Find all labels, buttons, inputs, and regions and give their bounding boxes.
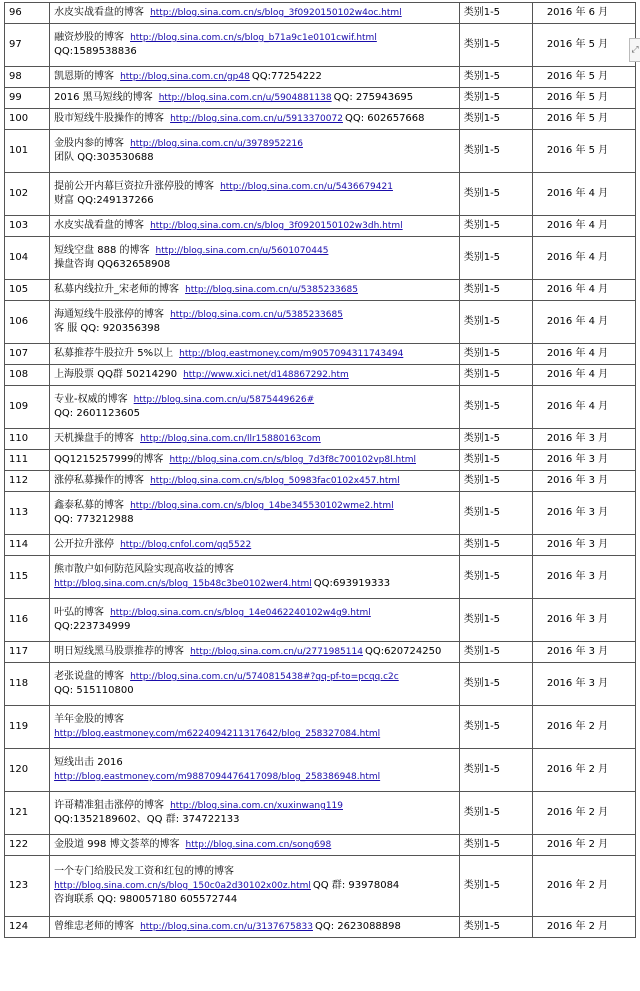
- blog-title: 羊年金股的博客: [54, 714, 125, 725]
- description-line: [54, 45, 455, 59]
- row-category: 类别1-5: [459, 492, 532, 535]
- blog-title: QQ:1589538836: [54, 46, 137, 57]
- row-description: [50, 706, 460, 749]
- description-line: [54, 838, 455, 852]
- table-row: [5, 280, 636, 301]
- description-line: [54, 538, 455, 552]
- row-category: 类别1-5: [459, 88, 532, 109]
- description-line: [54, 180, 455, 194]
- blog-title: 团队 QQ:303530688: [54, 152, 154, 163]
- blog-title: 金股道 998 博文荟萃的博客: [54, 839, 180, 850]
- table-row: [5, 386, 636, 429]
- row-category: 类别1-5: [459, 67, 532, 88]
- row-date: 2016 年 3 月: [532, 429, 635, 450]
- row-description: [50, 24, 460, 67]
- table-row: [5, 344, 636, 365]
- blog-title: 鑫泰私募的博客: [54, 500, 125, 511]
- row-category: 类别1-5: [459, 173, 532, 216]
- row-number: 101: [5, 130, 50, 173]
- row-description: [50, 642, 460, 663]
- table-row: [5, 237, 636, 280]
- row-description: [50, 917, 460, 938]
- row-date: 2016 年 4 月: [532, 237, 635, 280]
- blog-link[interactable]: http://blog.sina.com.cn/u/3137675833: [140, 922, 313, 932]
- row-number: 120: [5, 749, 50, 792]
- row-number: 99: [5, 88, 50, 109]
- table-row: [5, 216, 636, 237]
- description-line: [54, 670, 455, 684]
- row-date: 2016 年 5 月: [532, 24, 635, 67]
- table-row: [5, 917, 636, 938]
- row-date: 2016 年 3 月: [532, 556, 635, 599]
- table-row: [5, 856, 636, 917]
- description-line: [54, 70, 455, 84]
- row-date: 2016 年 4 月: [532, 173, 635, 216]
- row-description: [50, 109, 460, 130]
- description-line: [54, 6, 455, 20]
- blog-title: 凯恩斯的博客: [54, 71, 115, 82]
- blog-link[interactable]: http://blog.sina.com.cn/llr15880163com: [140, 434, 321, 444]
- row-description: [50, 556, 460, 599]
- blog-link[interactable]: http://blog.sina.com.cn/s/blog_50983fac0102x457.html: [150, 476, 400, 486]
- row-date: 2016 年 2 月: [532, 835, 635, 856]
- table-row: [5, 130, 636, 173]
- contact-info: QQ:77254222: [251, 71, 322, 82]
- row-number: 109: [5, 386, 50, 429]
- description-line: [54, 347, 455, 361]
- row-date: 2016 年 3 月: [532, 642, 635, 663]
- row-number: 112: [5, 471, 50, 492]
- blog-link[interactable]: http://blog.sina.com.cn/s/blog_15b48c3be0102wer4.html: [54, 579, 312, 589]
- blog-title: 熊市散户如何防范风险实现高收益的博客: [54, 564, 235, 575]
- blog-link[interactable]: http://blog.sina.com.cn/u/5436679421: [220, 182, 393, 192]
- row-date: 2016 年 4 月: [532, 280, 635, 301]
- row-description: [50, 535, 460, 556]
- blog-title: 许哥精准狙击涨停的博客: [54, 800, 165, 811]
- row-date: 2016 年 2 月: [532, 917, 635, 938]
- row-date: 2016 年 5 月: [532, 88, 635, 109]
- description-line: [54, 684, 455, 698]
- description-line: [54, 194, 455, 208]
- row-date: 2016 年 4 月: [532, 344, 635, 365]
- row-number: 97: [5, 24, 50, 67]
- description-line: [54, 513, 455, 527]
- row-description: [50, 3, 460, 24]
- contact-info: QQ:693919333: [313, 578, 391, 589]
- table-row: [5, 706, 636, 749]
- table-row: [5, 88, 636, 109]
- row-number: 111: [5, 450, 50, 471]
- description-line: [54, 258, 455, 272]
- description-line: [54, 474, 455, 488]
- table-row: [5, 642, 636, 663]
- blog-title: QQ1215257999的博客: [54, 454, 164, 465]
- row-category: 类别1-5: [459, 429, 532, 450]
- row-date: 2016 年 5 月: [532, 67, 635, 88]
- row-number: 104: [5, 237, 50, 280]
- window-edge-control[interactable]: ⤢: [629, 38, 640, 62]
- row-category: 类别1-5: [459, 792, 532, 835]
- blog-list-table: [4, 2, 636, 938]
- blog-link[interactable]: http://blog.sina.com.cn/s/blog_14be345530102wme2.html: [130, 501, 394, 511]
- row-description: [50, 450, 460, 471]
- table-row: [5, 173, 636, 216]
- table-row: [5, 663, 636, 706]
- description-line: [54, 756, 455, 770]
- blog-title: 私募内线拉升_宋老师的博客: [54, 284, 180, 295]
- row-category: 类别1-5: [459, 706, 532, 749]
- blog-link[interactable]: http://blog.cnfol.com/qq5522: [120, 540, 252, 550]
- row-category: 类别1-5: [459, 365, 532, 386]
- description-line: [54, 453, 455, 467]
- row-category: 类别1-5: [459, 556, 532, 599]
- blog-title: 操盘咨询 QQ632658908: [54, 259, 171, 270]
- blog-link[interactable]: http://blog.sina.com.cn/u/5385233685: [170, 310, 343, 320]
- table-row: [5, 67, 636, 88]
- blog-link[interactable]: http://blog.sina.com.cn/u/5740815438#?qq-pf-to=pcqq.c2c: [130, 672, 399, 682]
- blog-title: QQ:1352189602、QQ 群: 374722133: [54, 814, 240, 825]
- blog-link[interactable]: http://blog.sina.com.cn/u/2771985114: [190, 647, 363, 657]
- row-date: 2016 年 4 月: [532, 365, 635, 386]
- description-line: [54, 31, 455, 45]
- row-description: [50, 749, 460, 792]
- row-category: 类别1-5: [459, 237, 532, 280]
- blog-link[interactable]: http://blog.sina.com.cn/u/5913370072: [170, 114, 343, 124]
- description-line: [54, 577, 455, 591]
- row-number: 119: [5, 706, 50, 749]
- blog-link[interactable]: http://blog.sina.com.cn/s/blog_14e0462240102w4g9.html: [110, 608, 371, 618]
- row-date: 2016 年 6 月: [532, 3, 635, 24]
- row-number: 121: [5, 792, 50, 835]
- blog-link[interactable]: http://blog.eastmoney.com/m9887094476417098/blog_258386948.html: [54, 772, 381, 782]
- description-line: [54, 393, 455, 407]
- blog-link[interactable]: http://blog.sina.com.cn/s/blog_150c0a2d30102x00z.html: [54, 881, 311, 891]
- description-line: [54, 865, 455, 879]
- row-number: 102: [5, 173, 50, 216]
- row-category: 类别1-5: [459, 3, 532, 24]
- row-description: [50, 429, 460, 450]
- row-category: 类别1-5: [459, 344, 532, 365]
- row-description: [50, 237, 460, 280]
- contact-info: QQ: 2623088898: [314, 921, 401, 932]
- row-category: 类别1-5: [459, 301, 532, 344]
- row-description: [50, 365, 460, 386]
- row-number: 103: [5, 216, 50, 237]
- row-description: [50, 599, 460, 642]
- row-date: 2016 年 3 月: [532, 599, 635, 642]
- blog-link[interactable]: http://blog.eastmoney.com/m9057094311743494: [179, 349, 404, 359]
- blog-title: QQ: 773212988: [54, 514, 134, 525]
- blog-link[interactable]: http://blog.sina.com.cn/u/5875449626#: [133, 395, 315, 405]
- description-line: [54, 283, 455, 297]
- description-line: [54, 893, 455, 907]
- row-description: [50, 67, 460, 88]
- blog-link[interactable]: http://blog.sina.com.cn/s/blog_3f0920150102w3dh.html: [150, 221, 403, 231]
- description-line: [54, 322, 455, 336]
- blog-title: 上海股票 QQ群 50214290: [54, 369, 178, 380]
- row-number: 110: [5, 429, 50, 450]
- row-number: 118: [5, 663, 50, 706]
- row-number: 105: [5, 280, 50, 301]
- row-number: 106: [5, 301, 50, 344]
- row-category: 类别1-5: [459, 535, 532, 556]
- row-description: [50, 280, 460, 301]
- blog-title: 咨询联系 QQ: 980057180 605572744: [54, 894, 238, 905]
- row-description: [50, 471, 460, 492]
- table-row: [5, 556, 636, 599]
- description-line: [54, 770, 455, 784]
- table-row: [5, 109, 636, 130]
- row-category: 类别1-5: [459, 856, 532, 917]
- row-category: 类别1-5: [459, 24, 532, 67]
- blog-title: 股市短线牛股操作的博客: [54, 113, 165, 124]
- description-line: [54, 645, 455, 659]
- row-category: 类别1-5: [459, 450, 532, 471]
- row-number: 123: [5, 856, 50, 917]
- row-description: [50, 216, 460, 237]
- row-date: 2016 年 3 月: [532, 471, 635, 492]
- row-description: [50, 344, 460, 365]
- row-description: [50, 856, 460, 917]
- blog-title: 一个专门给股民发工资和红包的博的博客: [54, 866, 235, 877]
- blog-title: 2016 黑马短线的博客: [54, 92, 153, 103]
- blog-link[interactable]: http://www.xici.net/d148867292.htm: [183, 370, 349, 380]
- row-description: [50, 835, 460, 856]
- description-line: [54, 799, 455, 813]
- row-category: 类别1-5: [459, 642, 532, 663]
- table-row: [5, 535, 636, 556]
- blog-title: 短线出击 2016: [54, 757, 123, 768]
- row-description: [50, 301, 460, 344]
- row-description: [50, 88, 460, 109]
- row-description: [50, 492, 460, 535]
- blog-title: 水皮实战看盘的博客: [54, 220, 145, 231]
- row-date: 2016 年 3 月: [532, 450, 635, 471]
- row-number: 108: [5, 365, 50, 386]
- description-line: [54, 713, 455, 727]
- blog-title: 叶弘的博客: [54, 607, 105, 618]
- row-date: 2016 年 4 月: [532, 301, 635, 344]
- description-line: [54, 813, 455, 827]
- row-category: 类别1-5: [459, 130, 532, 173]
- row-number: 98: [5, 67, 50, 88]
- blog-title: 明日短线黑马股票推荐的博客: [54, 646, 185, 657]
- row-date: 2016 年 2 月: [532, 749, 635, 792]
- table-row: [5, 792, 636, 835]
- blog-title: 客 服 QQ: 920356398: [54, 323, 160, 334]
- description-line: [54, 563, 455, 577]
- description-line: [54, 112, 455, 126]
- blog-title: 私募推荐牛股拉升 5%以上: [54, 348, 174, 359]
- blog-title: 专业-权威的博客: [54, 394, 128, 405]
- description-line: [54, 308, 455, 322]
- row-category: 类别1-5: [459, 386, 532, 429]
- row-date: 2016 年 5 月: [532, 109, 635, 130]
- description-line: [54, 137, 455, 151]
- blog-title: 涨停私募操作的博客: [54, 475, 145, 486]
- row-category: 类别1-5: [459, 663, 532, 706]
- row-number: 114: [5, 535, 50, 556]
- row-category: 类别1-5: [459, 471, 532, 492]
- description-line: [54, 407, 455, 421]
- row-description: [50, 130, 460, 173]
- row-description: [50, 792, 460, 835]
- description-line: [54, 879, 455, 893]
- contact-info: QQ: 275943695: [333, 92, 414, 103]
- row-date: 2016 年 3 月: [532, 535, 635, 556]
- table-row: [5, 471, 636, 492]
- row-date: 2016 年 3 月: [532, 663, 635, 706]
- description-line: [54, 151, 455, 165]
- row-date: 2016 年 4 月: [532, 386, 635, 429]
- row-date: 2016 年 4 月: [532, 216, 635, 237]
- row-category: 类别1-5: [459, 749, 532, 792]
- row-category: 类别1-5: [459, 216, 532, 237]
- row-category: 类别1-5: [459, 599, 532, 642]
- row-description: [50, 173, 460, 216]
- description-line: [54, 606, 455, 620]
- blog-title: 水皮实战看盘的博客: [54, 7, 145, 18]
- table-body: [5, 3, 636, 938]
- row-date: 2016 年 2 月: [532, 706, 635, 749]
- blog-title: 融资炒股的博客: [54, 32, 125, 43]
- description-line: [54, 499, 455, 513]
- blog-title: 老张说盘的博客: [54, 671, 125, 682]
- row-number: 113: [5, 492, 50, 535]
- blog-link[interactable]: http://blog.sina.com.cn/u/5904881138: [158, 93, 332, 103]
- row-category: 类别1-5: [459, 109, 532, 130]
- table-row: [5, 301, 636, 344]
- row-number: 116: [5, 599, 50, 642]
- row-date: 2016 年 2 月: [532, 792, 635, 835]
- blog-link[interactable]: http://blog.sina.com.cn/xuxinwang119: [170, 801, 343, 811]
- row-date: 2016 年 3 月: [532, 492, 635, 535]
- description-line: [54, 91, 455, 105]
- row-number: 100: [5, 109, 50, 130]
- row-category: 类别1-5: [459, 917, 532, 938]
- blog-title: 天机操盘手的博客: [54, 433, 135, 444]
- blog-link[interactable]: http://blog.sina.com.cn/u/5385233685: [185, 285, 358, 295]
- contact-info: QQ: 602657668: [344, 113, 425, 124]
- row-number: 115: [5, 556, 50, 599]
- description-line: [54, 244, 455, 258]
- table-row: [5, 3, 636, 24]
- row-number: 124: [5, 917, 50, 938]
- description-line: [54, 219, 455, 233]
- blog-link[interactable]: http://blog.sina.com.cn/s/blog_7d3f8c700102vp8l.html: [169, 455, 416, 465]
- row-number: 107: [5, 344, 50, 365]
- blog-title: 财富 QQ:249137266: [54, 195, 154, 206]
- description-line: [54, 620, 455, 634]
- blog-link[interactable]: http://blog.sina.com.cn/s/blog_3f0920150102w4oc.html: [150, 8, 402, 18]
- table-row: [5, 835, 636, 856]
- row-date: 2016 年 5 月: [532, 130, 635, 173]
- description-line: [54, 920, 455, 934]
- blog-title: 短线空盘 888 的博客: [54, 245, 150, 256]
- description-line: [54, 368, 455, 382]
- blog-link[interactable]: http://blog.eastmoney.com/m6224094211317642/blog_258327084.html: [54, 729, 381, 739]
- contact-info: QQ 群: 93978084: [312, 880, 400, 891]
- row-description: [50, 663, 460, 706]
- row-number: 117: [5, 642, 50, 663]
- table-row: [5, 365, 636, 386]
- blog-title: 海通短线牛股涨停的博客: [54, 309, 165, 320]
- row-date: 2016 年 2 月: [532, 856, 635, 917]
- row-number: 122: [5, 835, 50, 856]
- description-line: [54, 727, 455, 741]
- blog-title: 提前公开内幕巨资拉升涨停股的博客: [54, 181, 215, 192]
- blog-link[interactable]: http://blog.sina.com.cn/s/blog_b71a9c1e0101cwif.html: [130, 33, 377, 43]
- blog-title: QQ:223734999: [54, 621, 131, 632]
- row-category: 类别1-5: [459, 280, 532, 301]
- table-row: [5, 599, 636, 642]
- table-row: [5, 450, 636, 471]
- row-category: 类别1-5: [459, 835, 532, 856]
- blog-link[interactable]: http://blog.sina.com.cn/u/5601070445: [155, 246, 329, 256]
- blog-title: 曾维忠老师的博客: [54, 921, 135, 932]
- blog-title: QQ: 2601123605: [54, 408, 140, 419]
- row-description: [50, 386, 460, 429]
- table-row: [5, 749, 636, 792]
- table-row: [5, 492, 636, 535]
- table-row: [5, 24, 636, 67]
- table-row: [5, 429, 636, 450]
- blog-link[interactable]: http://blog.sina.com.cn/song698: [185, 840, 332, 850]
- description-line: [54, 432, 455, 446]
- blog-link[interactable]: http://blog.sina.com.cn/gp48: [120, 72, 250, 82]
- blog-link[interactable]: http://blog.sina.com.cn/u/3978952216: [130, 139, 303, 149]
- blog-title: 金股内参的博客: [54, 138, 125, 149]
- blog-title: 公开拉升涨停: [54, 539, 115, 550]
- row-number: 96: [5, 3, 50, 24]
- contact-info: QQ:620724250: [364, 646, 442, 657]
- blog-title: QQ: 515110800: [54, 685, 134, 696]
